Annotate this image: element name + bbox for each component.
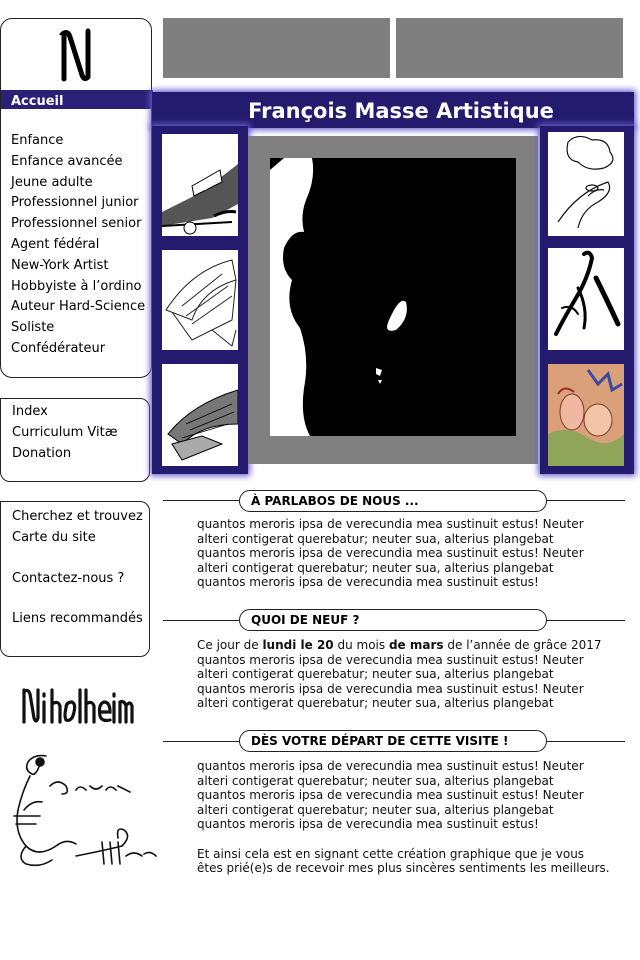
text-line: alteri contigerat querebatur; neuter sua, alterius plangebat (197, 667, 554, 682)
main-nav-list (0, 131, 150, 360)
date-month: de mars (388, 638, 444, 652)
section-heading-departure: DÈS VOTRE DÉPART DE CETTE VISITE ! (239, 730, 547, 752)
thumbnail-sketch-5[interactable] (548, 248, 624, 350)
nav-item-index[interactable]: Index (12, 404, 48, 419)
nav-item-contact[interactable]: Contactez-nous ? (12, 570, 125, 586)
section-body-news (197, 638, 617, 711)
nav-item-enfance-avancee[interactable]: Enfance avancée (11, 153, 123, 169)
thumbnail-sketch-4[interactable] (548, 132, 624, 236)
text-line: quantos meroris ipsa de verecundia mea sustinuit estus! Neuter (197, 546, 584, 561)
text-line: alteri contigerat querebatur; neuter sua, alterius plangebat (197, 560, 554, 575)
section-body-about (197, 517, 617, 590)
section-heading-news: QUOI DE NEUF ? (239, 609, 547, 631)
brush-figure-icon (548, 248, 624, 350)
closing-line-1: Et ainsi cela est en signant cette création graphique que je vous (197, 846, 585, 861)
date-day: lundi le 20 (262, 638, 334, 652)
text-line: quantos meroris ipsa de verecundia mea sustinuit estus! Neuter (197, 681, 584, 696)
colored-figures-icon (548, 364, 624, 466)
nav-item-curriculum[interactable]: Curriculum Vitæ (12, 424, 118, 440)
text-line: alteri contigerat querebatur; neuter sua, alterius plangebat (197, 802, 554, 817)
home-link[interactable] (1, 90, 153, 109)
nav-item-donation[interactable]: Donation (12, 445, 72, 461)
date-year: 2017 (571, 638, 602, 652)
nav-item-new-york-artist[interactable]: New-York Artist (11, 257, 109, 273)
text-line: quantos meroris ipsa de verecundia mea sustinuit estus! Neuter (197, 759, 584, 773)
nav-item-sitemap[interactable]: Carte du site (12, 529, 96, 545)
nav-item-soliste[interactable]: Soliste (11, 320, 55, 336)
thumbnail-sketch-2[interactable] (162, 250, 238, 350)
jet-sketch-icon (162, 364, 238, 466)
thumbnail-sketch-1[interactable] (162, 134, 238, 236)
date-prefix: Ce jour de (197, 638, 259, 652)
section-heading-about: À PARLABOS DE NOUS ... (239, 490, 547, 512)
text-line: alteri contigerat querebatur; neuter sua, alterius plangebat (197, 773, 554, 788)
section-body-departure (197, 759, 617, 876)
secondary-nav-panel (0, 398, 150, 482)
nav-item-confederateur[interactable]: Confédérateur (11, 340, 106, 356)
abstract-sketch-icon (548, 132, 624, 236)
site-title: François Masse Artistique (248, 99, 554, 123)
title-band (152, 92, 634, 128)
nav-item-hobbyiste[interactable]: Hobbyiste à l’ordino (11, 278, 142, 294)
text-line: alteri contigerat querebatur; neuter sua, alterius plangebat (197, 696, 554, 711)
vehicle-sketch-icon (162, 134, 238, 236)
nav-item-professionnel-senior[interactable]: Professionnel senior (11, 216, 142, 232)
nav-item-jeune-adulte[interactable]: Jeune adulte (11, 174, 93, 190)
tools-nav-panel (0, 501, 150, 657)
date-line (197, 638, 617, 653)
text-line: alteri contigerat querebatur; neuter sua, alterius plangebat (197, 531, 554, 546)
nav-item-auteur-hard-science[interactable]: Auteur Hard-Science (11, 299, 146, 315)
closing-line-2: êtes prié(e)s de recevoir mes plus sincères sentiments les meilleurs. (197, 861, 610, 876)
francois-masse-signature-icon (6, 746, 162, 872)
text-line: quantos meroris ipsa de verecundia mea sustinuit estus! (197, 817, 539, 832)
text-line: quantos meroris ipsa de verecundia mea sustinuit estus! (197, 575, 539, 590)
nav-item-enfance[interactable]: Enfance (11, 133, 64, 148)
thumbnail-painting-6[interactable] (548, 364, 624, 466)
top-banner-right (396, 18, 623, 78)
thumbnail-sketch-3[interactable] (162, 364, 238, 466)
text-line: quantos meroris ipsa de verecundia mea sustinuit estus! Neuter (197, 652, 584, 667)
date-mid: du mois (337, 638, 386, 652)
nav-item-professionnel-junior[interactable]: Professionnel junior (11, 195, 139, 211)
nav-item-search[interactable]: Cherchez et trouvez (12, 509, 143, 524)
nav-item-links[interactable]: Liens recommandés (12, 611, 143, 627)
nifolheim-wordmark-icon (14, 682, 134, 730)
home-label: Accueil (11, 94, 64, 109)
silhouette-portrait-icon (270, 158, 516, 436)
featured-artwork[interactable] (270, 158, 516, 436)
top-banner-left (163, 18, 390, 78)
ship-sketch-icon (162, 250, 238, 350)
stylized-N-logo-icon (56, 27, 96, 83)
date-suffix: de l’année de grâce (447, 638, 568, 652)
text-line: quantos meroris ipsa de verecundia mea sustinuit estus! Neuter (197, 788, 584, 803)
nav-item-agent-federal[interactable]: Agent fédéral (11, 236, 100, 252)
text-line: quantos meroris ipsa de verecundia mea sustinuit estus! Neuter (197, 517, 584, 531)
